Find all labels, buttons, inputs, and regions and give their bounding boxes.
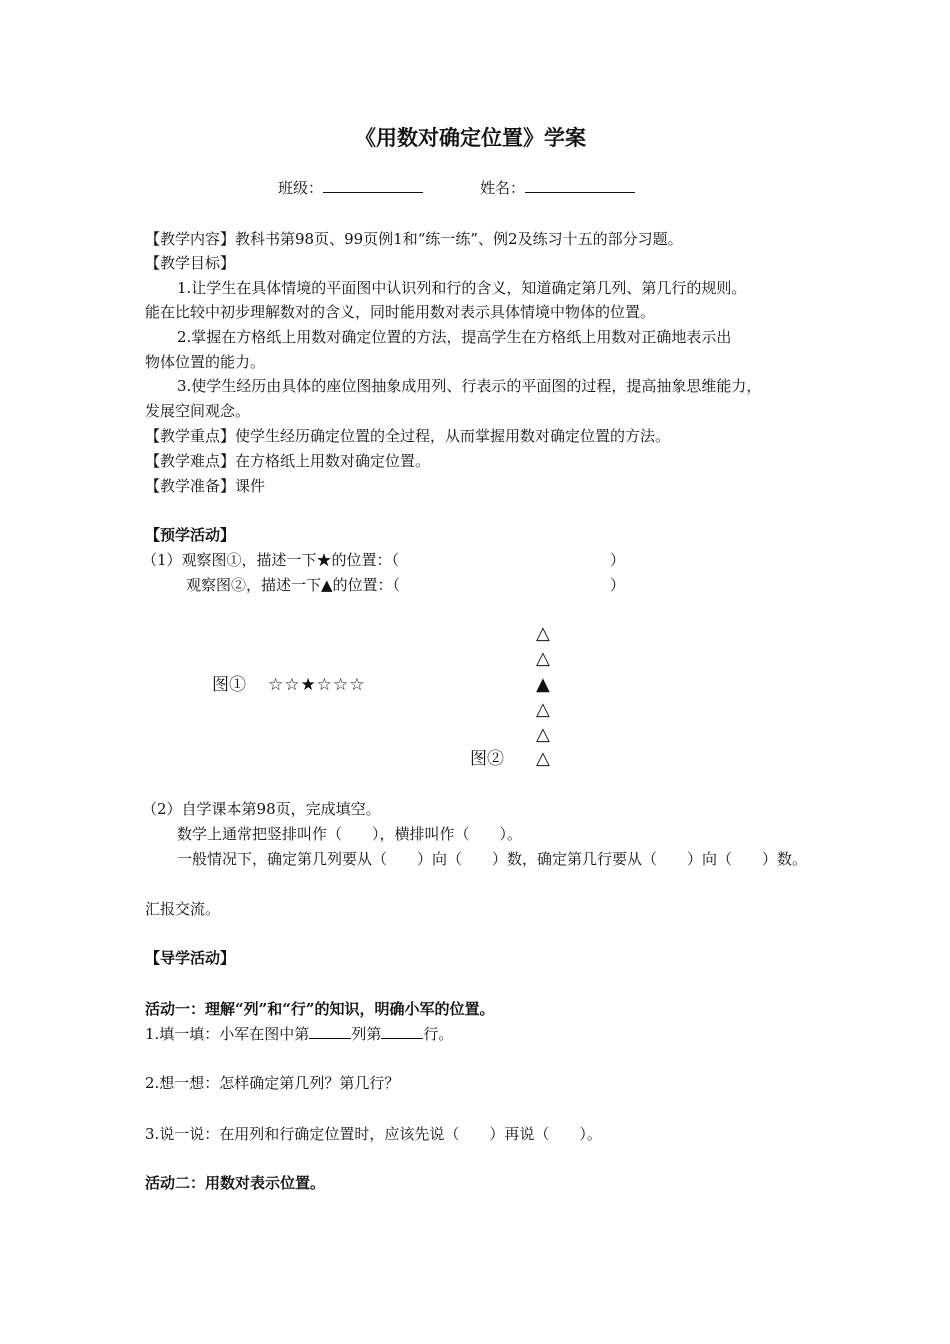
think-item: 2.想一想：怎样确定第几列？第几行？: [145, 1074, 400, 1092]
goal-2-line-2: 物体位置的能力。: [145, 353, 266, 371]
name-blank[interactable]: [525, 178, 635, 193]
question-2-line-2: 一般情况下，确定第几列要从（ ）向（ ）数，确定第几行要从（ ）向（ ）数。: [177, 850, 808, 868]
figure-2-triangle-6: △: [536, 748, 550, 769]
question-1-star: （1）观察图①，描述一下★的位置：（: [142, 551, 400, 569]
name-field: [480, 178, 635, 198]
class-blank[interactable]: [323, 178, 423, 193]
figure-2-triangle-5: △: [536, 724, 550, 745]
activity-1-title: 活动一：理解“列”和“行”的知识，明确小军的位置。: [145, 1000, 495, 1018]
report: 汇报交流。: [145, 900, 221, 918]
goals-heading: 【教学目标】: [145, 254, 236, 272]
goal-3-line-2: 发展空间观念。: [145, 402, 251, 420]
close-paren-2: ）: [610, 576, 626, 594]
difficulty: 【教学难点】在方格纸上用数对确定位置。: [145, 452, 431, 470]
page-title: 《用数对确定位置》学案: [355, 125, 586, 150]
figure-2-triangle-2: △: [536, 648, 550, 669]
question-2-title: （2）自学课本第98页，完成填空。: [142, 800, 381, 818]
goal-1-line-1: 1.让学生在具体情境的平面图中认识列和行的含义，知道确定第几列、第几行的规则。: [177, 279, 747, 297]
figure-2-triangle-4: △: [536, 699, 550, 720]
fill-in-text-b: 列第: [351, 1025, 382, 1043]
activity-2-title: 活动二：用数对表示位置。: [145, 1174, 326, 1192]
goal-2-line-1: 2.掌握在方格纸上用数对确定位置的方法，提高学生在方格纸上用数对正确地表示出: [177, 328, 732, 346]
goal-1-line-2: 能在比较中初步理解数对的含义，同时能用数对表示具体情境中物体的位置。: [145, 303, 656, 321]
name-label: 姓名：: [480, 179, 526, 197]
preparation: 【教学准备】课件: [145, 477, 266, 495]
row-blank[interactable]: [381, 1024, 423, 1039]
close-paren-1: ）: [610, 551, 626, 569]
figure-1-label: 图①: [212, 675, 246, 695]
say-item: 3.说一说：在用列和行确定位置时，应该先说（ ）再说（ ）。: [145, 1125, 602, 1143]
fill-in-item: [145, 1024, 453, 1044]
figure-1-stars: ☆☆★☆☆☆: [268, 675, 366, 695]
column-blank[interactable]: [309, 1024, 351, 1039]
guide-heading: 【导学活动】: [145, 949, 236, 967]
goal-3-line-1: 3.使学生经历由具体的座位图抽象成用列、行表示的平面图的过程，提高抽象思维能力，: [177, 377, 762, 395]
class-label: 班级：: [278, 179, 324, 197]
question-2-line-1: 数学上通常把竖排叫作（ ），横排叫作（ ）。: [177, 825, 523, 843]
question-1-triangle: 观察图②，描述一下▲的位置：（: [186, 576, 401, 594]
preview-heading: 【预学活动】: [145, 526, 236, 544]
figure-2-triangle-1: △: [536, 623, 550, 644]
fill-in-text-c: 行。: [423, 1025, 454, 1043]
figure-2-label: 图②: [470, 749, 504, 769]
key-point: 【教学重点】使学生经历确定位置的全过程，从而掌握用数对确定位置的方法。: [145, 427, 671, 445]
class-field: [278, 178, 423, 198]
teaching-content: 【教学内容】教科书第98页、99页例1和“练一练”、例2及练习十五的部分习题。: [145, 230, 683, 248]
figure-2-triangle-3: ▲: [536, 674, 550, 695]
fill-in-text-a: 1.填一填：小军在图中第: [145, 1025, 310, 1043]
